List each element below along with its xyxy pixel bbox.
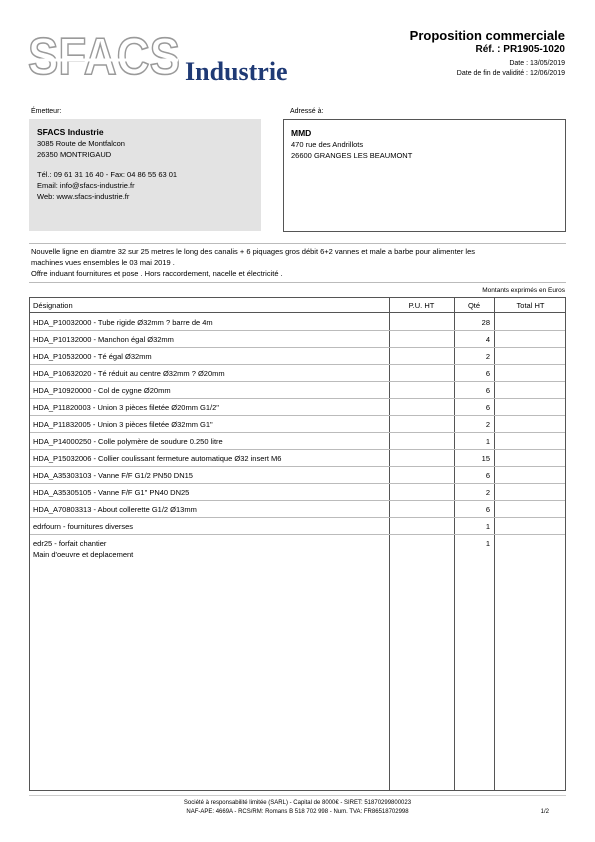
footer-divider: [29, 795, 566, 796]
row-designation: edr25 - forfait chantier: [33, 539, 107, 548]
row-quantity: 6: [485, 471, 490, 480]
offer-description-line: machines vues ensembles le 03 mai 2019 .: [31, 258, 175, 267]
document-title: Proposition commerciale: [409, 28, 565, 43]
row-designation: HDA_A35305105 - Vanne F/F G1" PN40 DN25: [33, 488, 190, 497]
sender-website[interactable]: Web: www.sfacs-industrie.fr: [37, 192, 130, 201]
row-note: Main d'oeuvre et deplacement: [33, 550, 134, 559]
sender-label: Émetteur:: [31, 108, 62, 115]
recipient-label: Adressé à:: [290, 108, 324, 115]
table-row: [30, 501, 565, 518]
table-row: [30, 382, 565, 399]
row-quantity: 6: [485, 403, 490, 412]
row-quantity: 1: [485, 437, 490, 446]
row-quantity: 1: [485, 522, 490, 531]
row-designation: HDA_P10632020 - Té réduit au centre Ø32mm ? Ø20mm: [33, 369, 225, 378]
row-designation: HDA_P10532000 - Té égal Ø32mm: [33, 352, 152, 361]
table-header: [30, 298, 565, 313]
sender-phone: Tél.: 09 61 31 16 40 - Fax: 04 86 55 63 01: [37, 170, 178, 179]
table-row: [30, 484, 565, 501]
sender-name: SFACS Industrie: [37, 127, 104, 137]
table-row: [30, 314, 565, 331]
row-designation: HDA_A35303103 - Vanne F/F G1/2 PN50 DN15: [33, 471, 193, 480]
sender-street: 3085 Route de Montfalcon: [37, 139, 125, 148]
document-validity-date: Date de fin de validité : 12/06/2019: [456, 70, 565, 77]
row-quantity: 28: [481, 318, 490, 327]
recipient-street: 470 rue des Andrillots: [291, 140, 364, 149]
recipient-city: 26600 GRANGES LES BEAUMONT: [291, 151, 413, 160]
row-designation: edrfourn - fournitures diverses: [33, 522, 134, 531]
sender-block: [29, 119, 261, 231]
header-unit-price: P.U. HT: [408, 301, 435, 310]
company-logo: [28, 30, 328, 90]
offer-description-line: Offre induant fournitures et pose . Hors raccordement, nacelle et électricité .: [31, 269, 283, 278]
sender-email[interactable]: Email: info@sfacs-industrie.fr: [37, 181, 135, 190]
row-quantity: 15: [481, 454, 490, 463]
document-header: [410, 28, 565, 79]
header-quantity: Qté: [467, 301, 481, 310]
row-quantity: 1: [485, 539, 490, 548]
row-designation: HDA_P14000250 - Colle polymère de soudure 0.250 litre: [33, 437, 223, 446]
items-table: [29, 297, 566, 791]
page-number: 1/2: [540, 809, 549, 815]
logo-word: Industrie: [185, 57, 288, 86]
header-designation: Désignation: [33, 301, 73, 310]
table-row: [30, 518, 565, 535]
row-designation: HDA_A70803313 - About collerette G1/2 Ø13mm: [33, 505, 197, 514]
offer-description-line: Nouvelle ligne en diamtre 32 sur 25 metres le long des canalis + 6 piquages gros débit 6+2 vannes et male a barbe pour alimenter les: [31, 247, 476, 256]
row-designation: HDA_P11820003 - Union 3 pièces filetée Ø20mm G1/2": [33, 403, 219, 412]
row-quantity: 2: [485, 488, 490, 497]
table-row: [30, 535, 565, 595]
offer-description: [29, 243, 566, 283]
header-total: Total HT: [516, 301, 545, 310]
table-row: [30, 331, 565, 348]
table-row: [30, 467, 565, 484]
currency-note: Montants exprimés en Euros: [482, 287, 565, 294]
recipient-block: [283, 119, 566, 232]
row-designation: HDA_P11832005 - Union 3 pièces filetée Ø32mm G1": [33, 420, 213, 429]
document-date: Date : 13/05/2019: [509, 60, 565, 67]
row-designation: HDA_P15032006 - Collier coulissant fermeture automatique Ø32 insert M6: [33, 454, 282, 463]
row-quantity: 2: [485, 420, 490, 429]
table-row: [30, 399, 565, 416]
row-designation: HDA_P10132000 - Manchon égal Ø32mm: [33, 335, 174, 344]
document-reference: Réf. : PR1905-1020: [475, 44, 565, 55]
footer-legal-line: NAF-APE: 4669A - RCS/RM: Romans B 518 702 998 - Num. TVA: FR86518702998: [186, 809, 409, 815]
footer-legal-line: Société à responsabilité limitée (SARL) - Capital de 8000€ - SIRET: 51870299800023: [183, 800, 412, 806]
row-quantity: 2: [485, 352, 490, 361]
row-quantity: 4: [485, 335, 490, 344]
sender-city: 26350 MONTRIGAUD: [37, 150, 112, 159]
row-quantity: 6: [485, 386, 490, 395]
row-designation: HDA_P10920000 - Col de cygne Ø20mm: [33, 386, 171, 395]
table-row: [30, 433, 565, 450]
row-quantity: 6: [485, 369, 490, 378]
row-quantity: 6: [485, 505, 490, 514]
row-designation: HDA_P10032000 - Tube rigide Ø32mm ? barre de 4m: [33, 318, 213, 327]
table-row: [30, 348, 565, 365]
table-row: [30, 365, 565, 382]
table-row: [30, 416, 565, 433]
sender-spacer: [37, 160, 261, 169]
logo-mark: SFACS: [28, 30, 180, 86]
sfacs-logo-graphic: [28, 30, 328, 90]
legal-footer: [0, 799, 595, 817]
recipient-name: MMD: [291, 128, 312, 138]
table-row: [30, 450, 565, 467]
